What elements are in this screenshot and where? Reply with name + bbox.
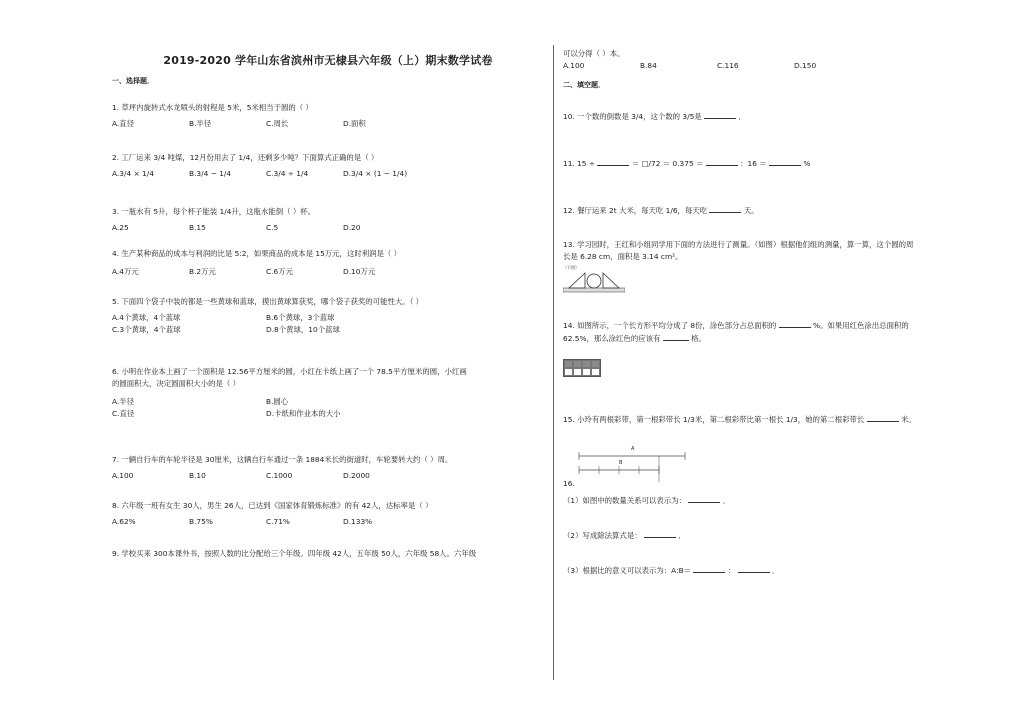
option[interactable]: B.84 — [640, 61, 657, 70]
option[interactable]: C.直径 — [112, 409, 135, 418]
option[interactable]: A.62% — [112, 517, 136, 526]
section-fill: 二、填空题． — [563, 81, 605, 89]
option[interactable]: D.133% — [343, 517, 373, 526]
figure-13 — [563, 265, 633, 295]
option[interactable]: B.3/4 − 1/4 — [189, 169, 232, 178]
question-8-options — [112, 516, 544, 528]
question-7: 7. 一辆自行车的车轮半径是 30厘米，这辆自行车通过一条 1884米长的街道时，车轮要转大约（ ）周。 — [112, 455, 453, 464]
answer-blank[interactable] — [693, 564, 725, 573]
segment-label-a: A — [631, 446, 635, 452]
column-divider — [553, 45, 554, 680]
question-4-options — [112, 266, 544, 278]
option[interactable]: B.2万元 — [189, 267, 216, 276]
grid-cell-shaded — [564, 360, 573, 368]
question-12: 12. 餐厅运来 2t 大米，每天吃 1/6，每天吃 天。 — [563, 206, 759, 215]
segment-label-b: B — [619, 460, 623, 466]
section-choice: 一、选择题． — [112, 77, 154, 85]
option[interactable]: C.6万元 — [266, 267, 293, 276]
question-16-part1: （1）如图中的数量关系可以表示为： ． — [563, 496, 731, 505]
question-3-options — [112, 222, 544, 234]
grid-cell — [591, 368, 600, 376]
grid-cell-shaded — [573, 360, 582, 368]
answer-blank[interactable] — [644, 529, 676, 538]
question-6-line2: 的圆面积大，决定圆面积大小的是（ ） — [112, 379, 240, 388]
question-15: 15. 小玲有两根彩带，第一根彩带长 1/3米，第二根彩带比第一根长 1/3，她的第二根彩带长 米。 — [563, 415, 916, 424]
option[interactable]: A.半径 — [112, 397, 135, 406]
option[interactable]: B.圆心 — [266, 397, 289, 406]
option[interactable]: D.8个黄球，10个蓝球 — [266, 325, 340, 334]
option[interactable]: D.2000 — [343, 471, 370, 480]
answer-blank[interactable] — [769, 157, 801, 166]
question-16 — [563, 444, 983, 494]
option[interactable]: D.3/4 × (1 − 1/4) — [343, 169, 408, 178]
question-5-options-row1 — [112, 312, 544, 324]
grid-cell-shaded — [582, 360, 591, 368]
question-1-options — [112, 118, 544, 130]
question-8: 8. 六年级一班有女生 30人，男生 26人，已达到《国家体育锻炼标准》的有 42人，达标率是（ ） — [112, 501, 433, 510]
figure-13-label: （下图） — [563, 265, 579, 270]
answer-blank[interactable] — [688, 494, 720, 503]
question-14-line1: 14. 如图所示，一个长方形平均分成了 8份，涂色部分占总面积的 %。如果用红色涂出总面积的 — [563, 321, 909, 330]
option[interactable]: B.10 — [189, 471, 206, 480]
question-5-options-row2 — [112, 324, 544, 336]
measuring-figure-icon — [563, 267, 625, 295]
option[interactable]: A.4个黄球，4个蓝球 — [112, 313, 181, 322]
question-13-line1: 13. 学习园时，王红和小组同学用下面的方法进行了测量。（如图）根据他们组的测量，算一算，这个圆的周 — [563, 240, 914, 249]
option[interactable]: A.3/4 × 1/4 — [112, 169, 154, 178]
question-2-options — [112, 168, 544, 180]
answer-blank[interactable] — [867, 413, 899, 422]
option[interactable]: B.6个黄球，3个蓝球 — [266, 313, 335, 322]
question-7-options — [112, 470, 544, 482]
option[interactable]: D.10万元 — [343, 267, 376, 276]
option[interactable]: D.20 — [343, 223, 361, 232]
option[interactable]: B.15 — [189, 223, 206, 232]
answer-blank[interactable] — [597, 157, 629, 166]
option[interactable]: C.1000 — [266, 471, 293, 480]
grid-cell-shaded — [591, 360, 600, 368]
option[interactable]: D.面积 — [343, 119, 366, 128]
question-4: 4. 生产某种商品的成本与利润的比是 5:2，如果商品的成本是 15万元，这时利润是（ ） — [112, 249, 402, 258]
option[interactable]: D.150 — [794, 61, 817, 70]
question-16-part2: （2）写成除法算式是： ． — [563, 531, 686, 540]
option[interactable]: C.周长 — [266, 119, 289, 128]
question-2: 2. 工厂运来 3/4 吨煤，12月份用去了 1/4，还剩多少吨？下面算式正确的是（ ） — [112, 153, 379, 162]
question-10: 10. 一个数的倒数是 3/4，这个数的 3/5是 ． — [563, 112, 746, 121]
answer-blank[interactable] — [738, 564, 770, 573]
grid-cell — [573, 368, 582, 376]
option[interactable]: B.半径 — [189, 119, 212, 128]
option[interactable]: A.直径 — [112, 119, 135, 128]
option[interactable]: D.卡纸和作业本的大小 — [266, 409, 341, 418]
question-1: 1. 草坪内旋转式水龙喷头的射程是 5米，5米相当于圆的（ ） — [112, 103, 313, 112]
right-column — [563, 48, 983, 577]
option[interactable]: B.75% — [189, 517, 213, 526]
grid-cell — [582, 368, 591, 376]
question-16-number: 16. — [563, 479, 575, 488]
option[interactable]: A.100 — [563, 61, 585, 70]
answer-blank[interactable] — [704, 110, 736, 119]
question-6-options-row1 — [112, 396, 544, 408]
question-9-options — [563, 60, 983, 72]
option[interactable]: C.5 — [266, 223, 279, 232]
question-14-line2: 62.5%，那么涂红色的应该有 格。 — [563, 334, 706, 343]
answer-blank[interactable] — [663, 332, 689, 341]
question-13-line2: 长是 6.28 cm，面积是 3.14 cm²。 — [563, 252, 683, 261]
page-title: 2019-2020 学年山东省滨州市无棣县六年级（上）期末数学试卷 — [163, 54, 493, 67]
grid-cell — [564, 368, 573, 376]
question-9-continued: 可以分得（ ）本。 — [563, 49, 625, 58]
option[interactable]: A.25 — [112, 223, 129, 232]
answer-blank[interactable] — [779, 319, 811, 328]
question-3: 3. 一瓶水有 5升，每个杯子能装 1/4升，这瓶水能倒（ ）杯。 — [112, 207, 316, 216]
answer-blank[interactable] — [706, 157, 738, 166]
question-11: 11. 15 ÷ ＝ □/72 ＝ 0.375 ＝ ：16 ＝ % — [563, 159, 811, 168]
option[interactable]: C.71% — [266, 517, 290, 526]
option[interactable]: C.116 — [717, 61, 739, 70]
rectangle-grid — [563, 359, 601, 377]
option[interactable]: A.100 — [112, 471, 134, 480]
question-9: 9. 学校买来 300本课外书，按照人数的比分配给三个年级。四年级 42人，五年级 50人，六年级 58人。六年级 — [112, 549, 477, 558]
question-5: 5. 下面四个袋子中装的都是一些黄球和蓝球，摸出黄球算获奖，哪个袋子获奖的可能性大。（ ） — [112, 297, 424, 306]
option[interactable]: A.4万元 — [112, 267, 139, 276]
option[interactable]: C.3个黄球，4个蓝球 — [112, 325, 181, 334]
question-6-options-row2 — [112, 408, 544, 420]
option[interactable]: C.3/4 ÷ 1/4 — [266, 169, 309, 178]
question-16-part3: （3）根据比的意义可以表示为：A:B＝ ： ． — [563, 566, 780, 575]
left-column — [112, 52, 544, 560]
answer-blank[interactable] — [709, 204, 741, 213]
question-6-line1: 6. 小明在作业本上画了一个面积是 12.56平方厘米的圆，小红在卡纸上画了一个 78.5平方厘米的圆，小红画 — [112, 367, 467, 376]
